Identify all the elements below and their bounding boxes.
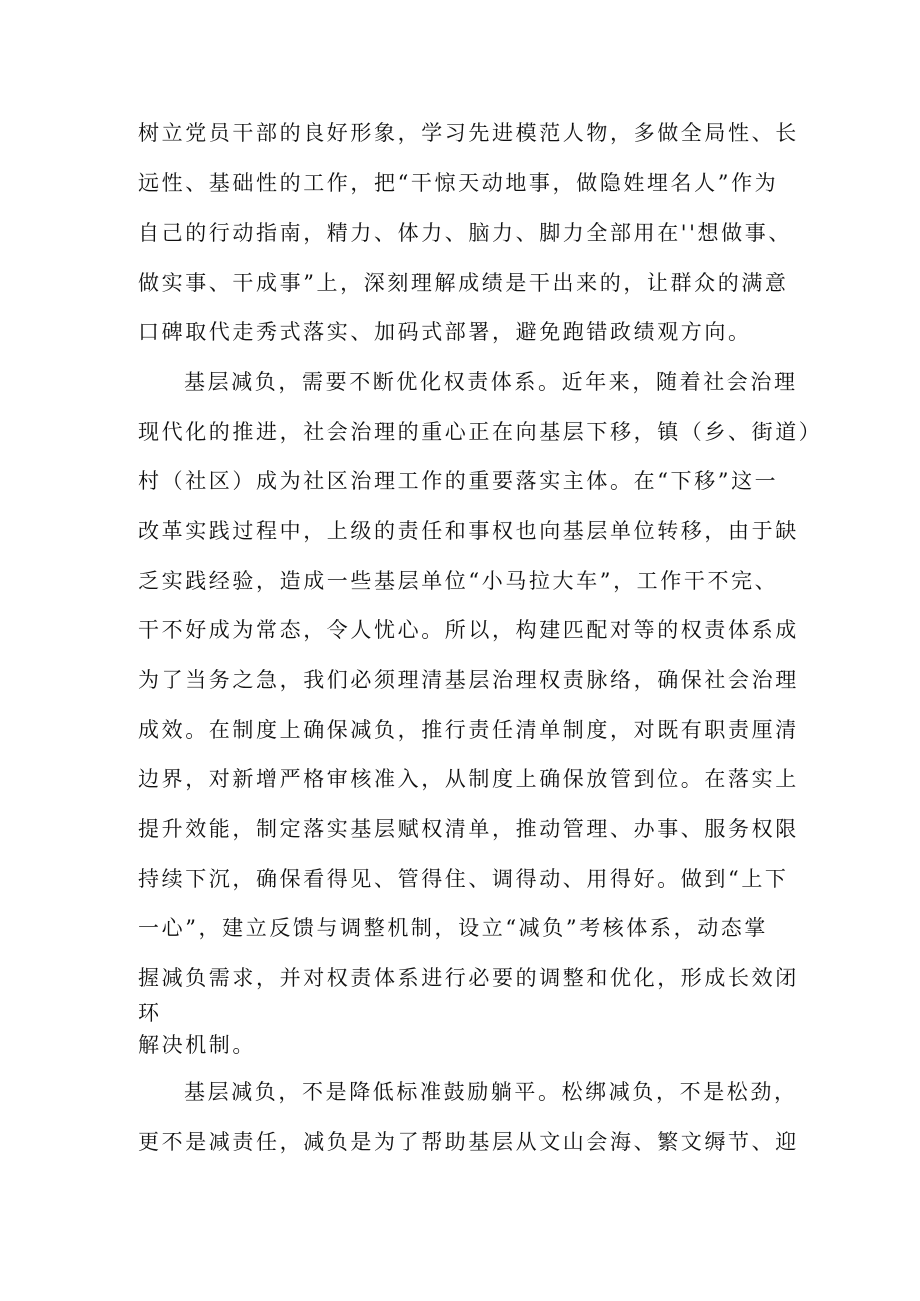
text-line: 现代化的推进，社会治理的重心正在向基层下移，镇（乡、街道） [138,420,823,444]
text-line: 自己的行动指南，精力、体力、脑力、脚力全部用在''想做事、 [138,221,792,245]
text-line: 干不好成为常态，令人忧心。所以，构建匹配对等的权责体系成 [138,618,799,642]
text-line: 更不是减责任，减负是为了帮助基层从文山会海、繁文缛节、迎 [138,1130,799,1154]
text-line: 解决机制。 [138,1033,256,1057]
text-line: 一心”，建立反馈与调整机制，设立“减负”考核体系，动态掌 [138,916,769,940]
text-line: 环 [138,1001,162,1025]
text-line: 村（社区）成为社区治理工作的重要落实主体。在“下移”这一 [138,469,779,493]
text-line: 边界，对新增严格审核准入，从制度上确保放管到位。在落实上 [138,767,799,791]
text-line: 远性、基础性的工作，把“干惊天动地事，做隐姓埋名人”作为 [138,171,779,195]
text-line: 口碑取代走秀式落实、加码式部署，避免跑错政绩观方向。 [138,320,752,344]
text-line: 持续下沉，确保看得见、管得住、调得动、用得好。做到“上下 [138,867,789,891]
paragraph-first-line: 基层减负，不是降低标准鼓励躺平。松绑减负，不是松劲， [184,1080,798,1104]
text-line: 提升效能，制定落实基层赋权清单，推动管理、办事、服务权限 [138,817,799,841]
text-line: 做实事、干成事”上，深刻理解成绩是干出来的，让群众的满意 [138,271,789,295]
text-line: 乏实践经验，造成一些基层单位“小马拉大车”，工作干不完、 [138,569,779,593]
paragraph-first-line: 基层减负，需要不断优化权责体系。近年来，随着社会治理 [184,370,798,394]
text-line: 成效。在制度上确保减负，推行责任清单制度，对既有职责厘清 [138,718,799,742]
text-line: 为了当务之急，我们必须理清基层治理权责脉络，确保社会治理 [138,668,799,692]
text-line: 握减负需求，并对权责体系进行必要的调整和优化，形成长效闭 [138,966,799,990]
text-line: 树立党员干部的良好形象，学习先进模范人物，多做全局性、长 [138,121,799,145]
text-line: 改革实践过程中，上级的责任和事权也向基层单位转移，由于缺 [138,519,799,543]
